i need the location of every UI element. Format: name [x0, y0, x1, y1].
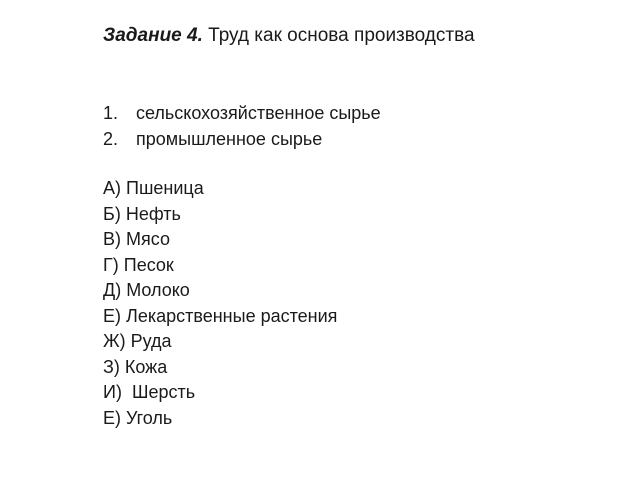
list-item [103, 278, 337, 304]
item-letter: Д) [103, 280, 122, 300]
item-letter: И) [103, 382, 122, 402]
category-label: промышленное сырье [136, 129, 323, 149]
list-item [103, 253, 337, 279]
list-item [103, 227, 337, 253]
item-letter: Г) [103, 254, 119, 275]
item-letter: Е) [103, 305, 121, 326]
item-label: Молоко [126, 280, 190, 300]
item-label: Кожа [124, 356, 168, 377]
item-list [103, 176, 337, 431]
list-item [103, 304, 337, 330]
item-letter: В) [103, 229, 121, 249]
task-topic: Труд как основа производства [208, 25, 475, 46]
list-item [103, 176, 337, 202]
item-label: Пшеница [126, 178, 204, 198]
list-item [103, 202, 337, 228]
item-letter: Б) [103, 203, 121, 224]
item-label: Лекарственные растения [126, 305, 338, 326]
list-item [103, 406, 337, 432]
task-label: Задание 4. [103, 25, 203, 46]
category-number: 2. [103, 129, 119, 149]
item-label: Шерсть [126, 382, 196, 402]
item-label: Мясо [126, 229, 170, 249]
task-title [103, 24, 475, 48]
category-item [103, 126, 381, 152]
item-label: Нефть [125, 203, 181, 224]
item-label: Уголь [126, 407, 173, 428]
list-item [103, 329, 337, 355]
item-label: Руда [130, 331, 172, 351]
category-list [103, 100, 381, 152]
category-number: 1. [103, 103, 119, 123]
item-label: Песок [123, 254, 174, 275]
list-item [103, 355, 337, 381]
category-label: сельскохозяйственное сырье [136, 103, 381, 123]
item-letter: Ж) [103, 331, 126, 351]
item-letter: З) [103, 356, 120, 377]
list-item [103, 380, 337, 406]
item-letter: А) [103, 178, 121, 198]
item-letter: Е) [103, 407, 121, 428]
category-item [103, 100, 381, 126]
